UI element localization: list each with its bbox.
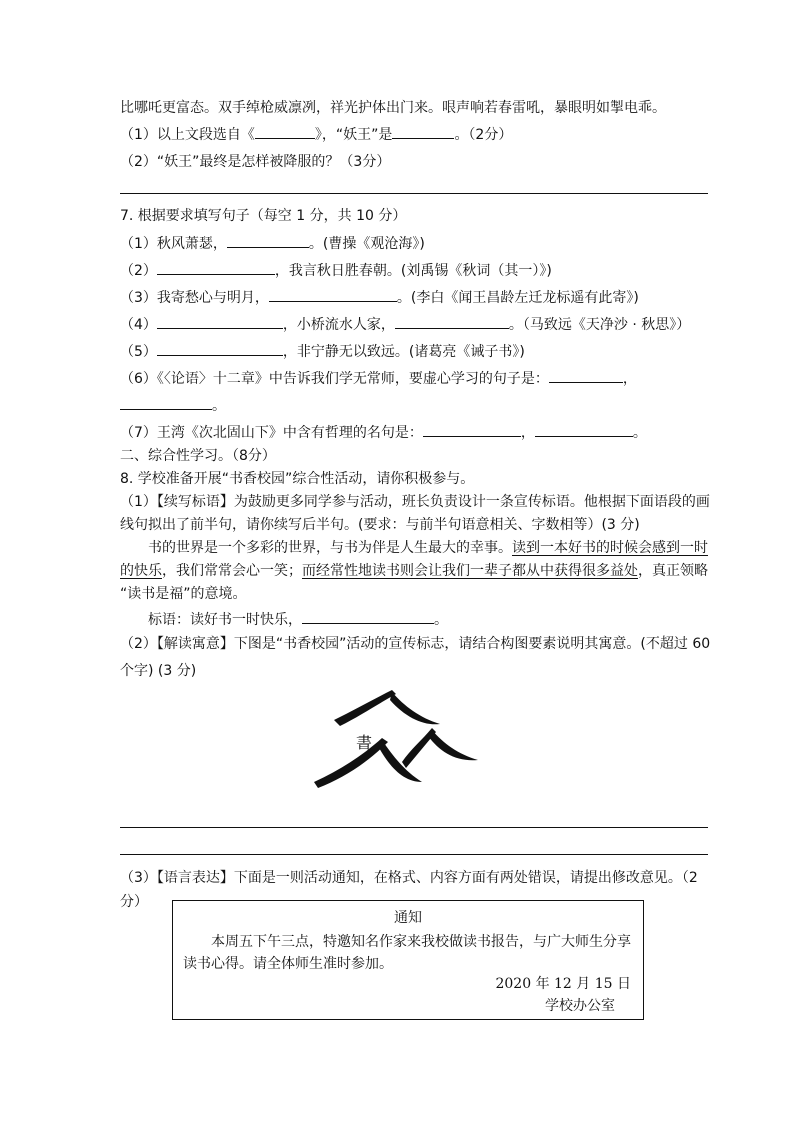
question-7-6 [120, 368, 637, 389]
logo-character: 書 [356, 733, 373, 752]
q-text: ，我言秋日胜春朝。(刘禹锡《秋词（其一）》) [274, 263, 552, 279]
question-8-3-cont: 分） [120, 894, 148, 910]
question-7-5 [120, 341, 525, 362]
reading-passage-end: “读书是福”的意境。 [120, 586, 247, 602]
activity-notice [172, 900, 644, 1020]
underlined-sentence: 的快乐 [120, 563, 162, 579]
slogan-prefix: 标语：读好书一时快乐， [148, 612, 302, 628]
question-7-6-cont [120, 395, 226, 416]
q-text: 。 [632, 425, 647, 441]
question-7-2 [120, 260, 552, 281]
question-8-3: （3）【语言表达】下面是一则活动通知，在格式、内容方面有两处错误，请提出修改意见。（2 [120, 870, 698, 886]
q-text: 。 [434, 612, 448, 628]
answer-blank[interactable] [157, 260, 275, 275]
question-8-2-cont: 个字) (3 分) [120, 663, 197, 679]
logo-right-stroke-down [428, 730, 478, 760]
question-8-1-cont: 线句拟出了前半句，请你续写后半句。(要求：与前半句语意相关、字数相等）(3 分) [120, 517, 640, 533]
q-text: （4） [120, 317, 157, 333]
logo-upper-stroke-right [390, 692, 440, 724]
logo-upper-stroke-left [334, 690, 396, 726]
answer-blank[interactable] [269, 287, 397, 302]
reading-passage-cont [120, 561, 708, 581]
notice-date: 2020 年 12 月 15 日 [495, 976, 631, 992]
notice-body: 本周五下午三点，特邀知名作家来我校做读书报告，与广大师生分享读书心得。请全体师生准时参加。 [183, 934, 631, 972]
answer-blank[interactable] [157, 341, 283, 356]
section-heading: 二、综合性学习。（8分） [120, 448, 276, 464]
notice-title: 通知 [394, 910, 422, 926]
logo-lower-stroke-left [314, 738, 388, 788]
passage-line: 比哪吒更富态。双手绰枪威凛冽，祥光护体出门来。哏声响若春雷吼，暴眼明如掣电乖。 [120, 100, 666, 116]
book-fragrance-logo [306, 688, 482, 798]
q-text: 。 [212, 398, 226, 414]
question-7: 7. 根据要求填写句子（每空 1 分，共 10 分） [120, 208, 407, 224]
question-7-1 [120, 233, 425, 254]
answer-line[interactable] [120, 854, 708, 855]
answer-line[interactable] [120, 193, 708, 194]
q-text: （2） [120, 263, 157, 279]
answer-blank[interactable] [392, 124, 454, 139]
answer-blank[interactable] [255, 124, 315, 139]
answer-line[interactable] [120, 827, 708, 828]
underlined-sentence: 读到一本好书的时候会感到一时 [512, 540, 708, 556]
answer-blank[interactable] [395, 314, 509, 329]
question-8-1: （1）【续写标语】为鼓励更多同学参与活动，班长负责设计一条宣传标语。他根据下面语段的画 [120, 494, 710, 510]
question-8: 8. 学校准备开展“书香校园”综合性活动，请你积极参与。 [120, 471, 475, 487]
q-text: 。(李白《闻王昌龄左迁龙标遥有此寄》) [396, 290, 639, 306]
answer-blank[interactable] [302, 609, 434, 624]
q-text: 》，“妖王”是 [314, 127, 393, 143]
reading-passage [148, 538, 708, 558]
question-6-1 [120, 124, 512, 145]
q-text: （1）秋风萧瑟， [120, 236, 227, 252]
q-text: （6）《〈论语〉十二章》中告诉我们学无常师，要虚心学习的句子是： [120, 371, 549, 387]
question-6-2: （2）“妖王”最终是怎样被降服的？（3分） [120, 154, 391, 170]
q-text: （1）以上文段选自《 [120, 127, 255, 143]
q-text: 。（2分） [454, 127, 513, 143]
q-text: 。(曹操《观沧海》) [308, 236, 425, 252]
q-text: ，非宁静无以致远。(诸葛亮《诫子书》) [282, 344, 525, 360]
passage-text: ，我们常常会心一笑； [162, 563, 302, 579]
q-text: （3）我寄愁心与明月， [120, 290, 269, 306]
q-text: ， [520, 425, 535, 441]
q-text: ， [622, 371, 637, 387]
q-text: 。（马致远《天净沙 · 秋思》） [508, 317, 691, 333]
answer-blank[interactable] [535, 422, 633, 437]
q-text: ，小桥流水人家， [282, 317, 395, 333]
q-text: （5） [120, 344, 157, 360]
question-7-3 [120, 287, 639, 308]
answer-blank[interactable] [120, 395, 212, 410]
question-7-7 [120, 422, 647, 443]
answer-blank[interactable] [549, 368, 623, 383]
answer-blank[interactable] [227, 233, 309, 248]
passage-text: ，真正领略 [638, 563, 708, 579]
answer-blank[interactable] [423, 422, 521, 437]
passage-text: 书的世界是一个多彩的世界，与书为伴是人生最大的幸事。 [148, 540, 512, 556]
underlined-sentence: 而经常性地读书则会让我们一辈子都从中获得很多益处 [302, 563, 638, 579]
question-7-4 [120, 314, 690, 335]
notice-signer: 学校办公室 [545, 998, 615, 1014]
question-8-2: （2）【解读寓意】下图是“书香校园”活动的宣传标志，请结合构图要素说明其寓意。(不超过 60 [120, 636, 711, 652]
q-text: （7）王湾《次北固山下》中含有哲理的名句是： [120, 425, 423, 441]
slogan-line [148, 609, 448, 630]
answer-blank[interactable] [157, 314, 283, 329]
